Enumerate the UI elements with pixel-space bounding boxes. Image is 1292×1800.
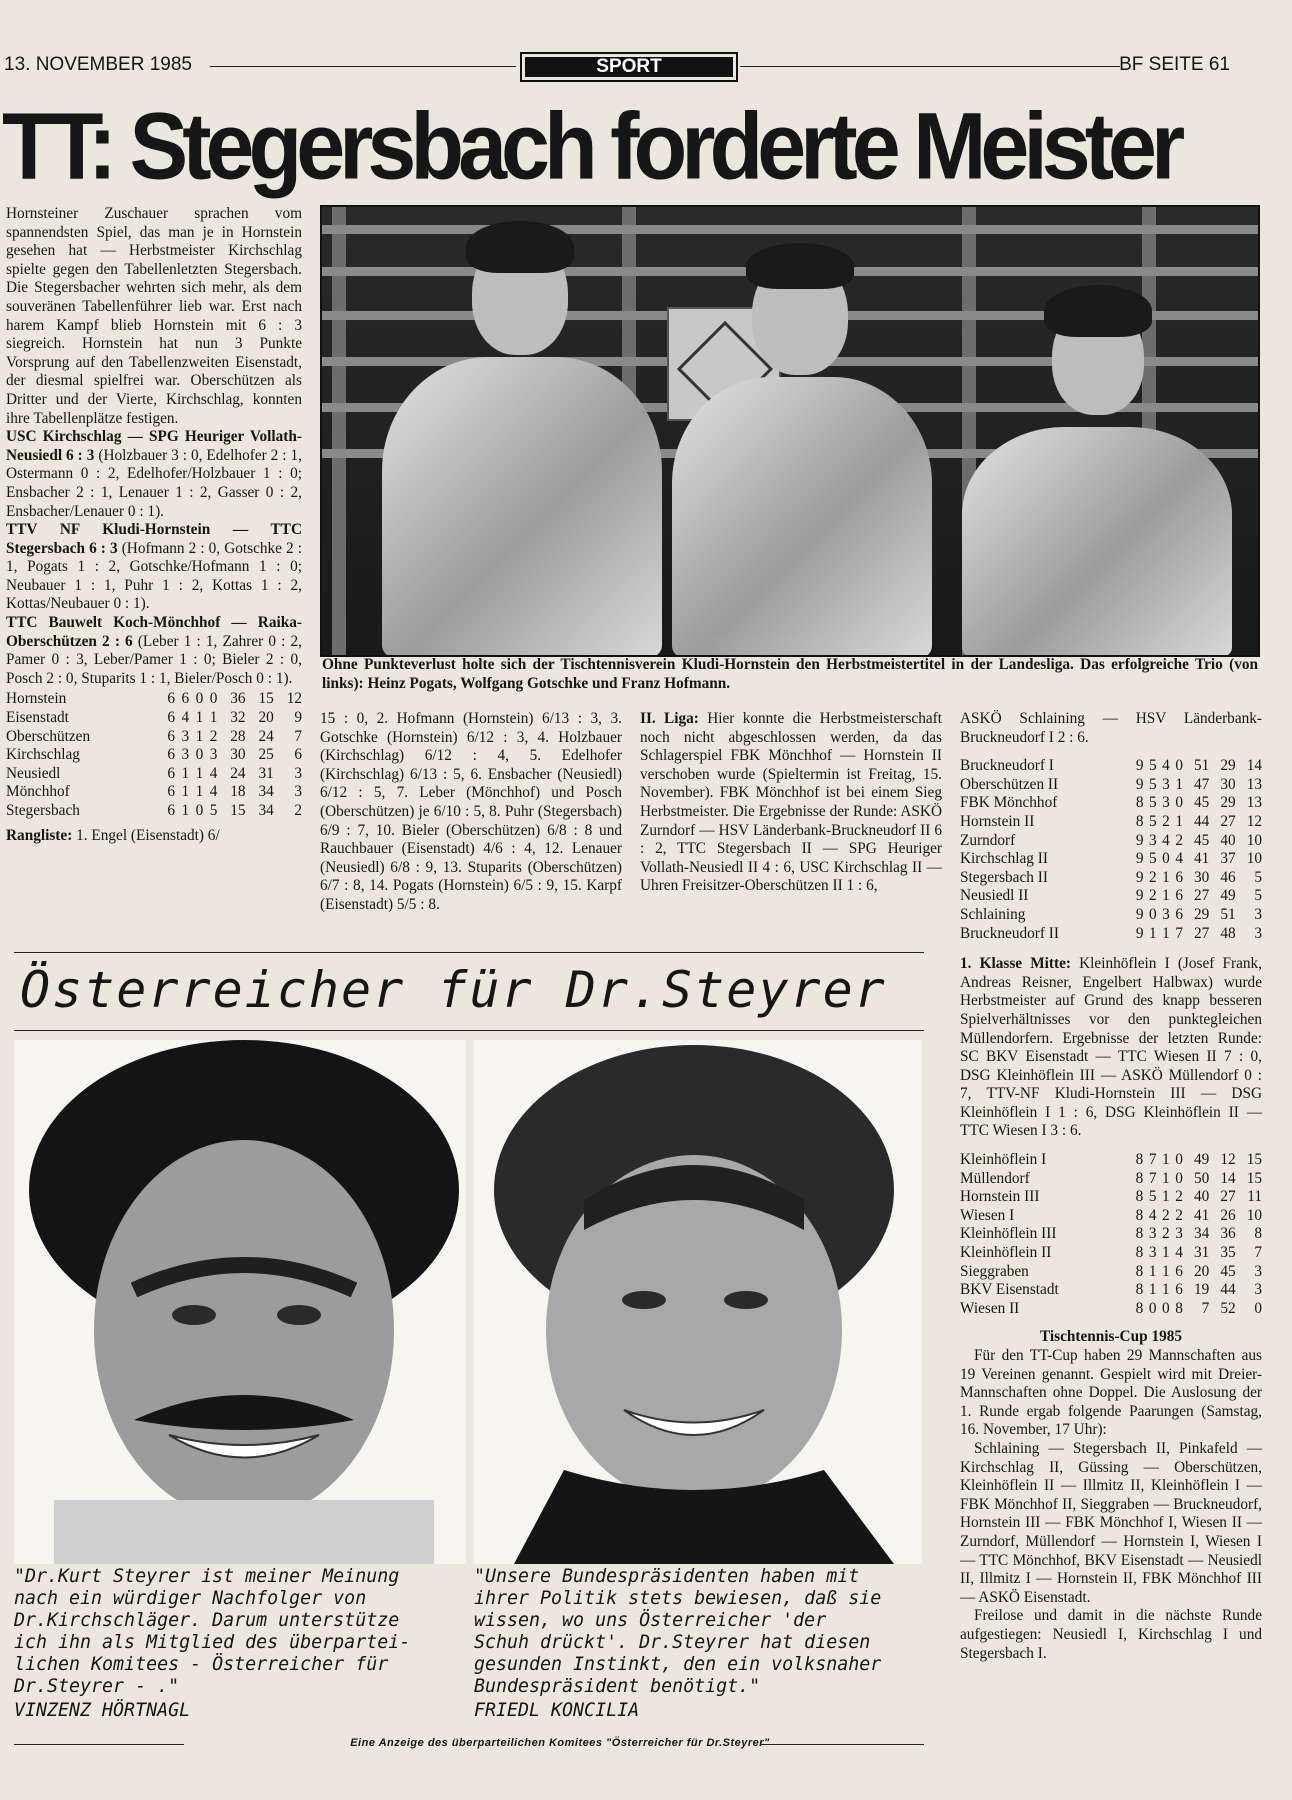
stat-cell: 13 bbox=[1246, 775, 1262, 793]
stat-cell: 12 bbox=[1246, 812, 1262, 830]
team-name: Schlaining bbox=[960, 905, 1026, 923]
stat-cell: 3 bbox=[1162, 794, 1170, 812]
stat-cell: 6 bbox=[167, 802, 176, 819]
table-row bbox=[960, 1244, 1262, 1263]
stat-cell: 0 bbox=[195, 690, 204, 708]
quote-line: gesunden Instinkt, den ein volksnaher bbox=[474, 1654, 882, 1675]
stat-cell: 0 bbox=[1175, 1169, 1183, 1187]
team-name: Zurndorf bbox=[960, 831, 1016, 849]
stat-cell: 2 bbox=[1162, 812, 1170, 830]
stat-cell: 20 bbox=[1193, 1262, 1210, 1280]
stat-cell: 10 bbox=[1246, 831, 1262, 849]
stat-cell: 40 bbox=[1220, 831, 1236, 849]
stat-cell: 8 bbox=[1135, 794, 1144, 812]
stat-cell: 7 bbox=[1254, 1244, 1262, 1262]
stat-cell: 28 bbox=[230, 727, 246, 745]
rangliste-continued: 15 : 0, 2. Hofmann (Hornstein) 6/13 : 3, 3. Gotschke (Hornstein) 6/12 : 3, 4. Holzbauer (Kirchschlag) 6/12 : 4, 5. Edelhofer (Kirchschlag) 6/13 : 5, 6. Ensbacher (Neusiedl) 6/12 : 5, 7. Leber (Mönchhof) und Posch (Oberschützen) je 6/10 : 5, 8. Puhr (Stegersbach) 6/9 : 7, 10. Bieler (Oberschützen) 6/8 : 8 und Rauchbauer (Eisenstadt) 4/6 : 4, 12. Lenauer (Neusiedl) 6/8 : 9, 13. Stuparits (Oberschützen) 6/7 : 8, 14. Pogats (Hornstein) 6/5 : 9, 15. Karpf (Eisenstadt) 5/5 : 8. bbox=[320, 710, 622, 913]
stat-cell: 5 bbox=[209, 802, 218, 819]
stat-cell: 4 bbox=[1175, 1244, 1183, 1262]
stat-cell: 0 bbox=[195, 746, 204, 764]
stat-cell: 9 bbox=[1135, 924, 1144, 942]
team-name: Mönchhof bbox=[6, 783, 70, 801]
stat-cell: 1 bbox=[181, 783, 190, 801]
stat-cell: 6 bbox=[294, 746, 302, 764]
table-row bbox=[960, 1225, 1262, 1244]
stat-cell: 1 bbox=[181, 802, 190, 819]
ad-title-rule bbox=[14, 1030, 924, 1031]
stat-cell: 12 bbox=[286, 690, 302, 708]
stat-cell: 15 bbox=[258, 690, 274, 708]
stat-cell: 6 bbox=[167, 709, 176, 727]
stat-cell: 1 bbox=[1162, 924, 1170, 942]
stat-cell: 9 bbox=[1135, 905, 1144, 923]
quote-hoertnagl bbox=[14, 1566, 410, 1698]
team-name: Neusiedl II bbox=[960, 887, 1029, 905]
stat-cell: 47 bbox=[1194, 775, 1210, 793]
team-name: Hornstein III bbox=[960, 1188, 1040, 1206]
table-row bbox=[960, 757, 1262, 776]
table-row bbox=[6, 746, 302, 765]
stat-cell: 3 bbox=[1254, 1262, 1262, 1280]
stat-cell: 48 bbox=[1220, 924, 1236, 942]
stat-cell: 3 bbox=[1148, 1244, 1157, 1262]
page-number: BF SEITE 61 bbox=[1119, 54, 1230, 75]
stat-cell: 34 bbox=[258, 783, 274, 801]
stat-cell: 0 bbox=[1149, 905, 1157, 923]
stat-cell: 4 bbox=[1162, 757, 1170, 775]
stat-cell: 51 bbox=[1220, 905, 1236, 923]
stat-cell: 9 bbox=[1135, 831, 1144, 849]
stat-cell: 24 bbox=[230, 764, 246, 782]
header-rule-left bbox=[210, 66, 516, 67]
stat-cell: 2 bbox=[1175, 1188, 1183, 1206]
stat-cell: 51 bbox=[1194, 757, 1210, 775]
rangliste-label: Rangliste: bbox=[6, 826, 73, 844]
stat-cell: 30 bbox=[1194, 868, 1210, 886]
standings-table-klasse-mitte bbox=[960, 1151, 1262, 1318]
stat-cell: 8 bbox=[1135, 1169, 1144, 1187]
article-column-1 bbox=[6, 205, 302, 845]
stat-cell: 0 bbox=[195, 802, 204, 819]
stat-cell: 15 bbox=[230, 802, 246, 819]
stat-cell: 1 bbox=[1162, 1281, 1170, 1299]
cup-paragraph-2: Schlaining — Stegersbach II, Pinkafeld — Kirchschlag II, Güssing — Oberschützen, Kleinhöflein II — Illmitz II, Kleinhöflein I — FBK Mönchhof II, Sieggraben — Bruckneudorf, Hornstein III — FBK Mönchhof I, Wiesen II — Zurndorf, Müllendorf — Hornstein I, Wiesen I — TTC Mönchhof, BKV Eisenstadt — Neusiedl II, Illmitz I — Hornstein II, FBK Mönchhof III — ASKÖ Eisenstadt. bbox=[960, 1439, 1262, 1606]
photo-caption: Ohne Punkteverlust holte sich der Tischtennisverein Kludi-Hornstein den Herbstmeistertitel in der Landesliga. Das erfolgreiche Trio (von links): Heinz Pogats, Wolfgang Gotschke und Franz Hofmann. bbox=[322, 656, 1258, 692]
table-row bbox=[6, 783, 302, 802]
stat-cell: 8 bbox=[1135, 1281, 1144, 1299]
stat-cell: 19 bbox=[1193, 1281, 1210, 1299]
portrait-koncilia bbox=[474, 1040, 922, 1564]
header-rule-right bbox=[740, 66, 1120, 67]
quote-koncilia bbox=[474, 1566, 881, 1698]
stat-cell: 6 bbox=[1175, 1262, 1183, 1280]
stat-cell: 1 bbox=[181, 764, 190, 782]
stat-cell: 8 bbox=[1135, 1188, 1144, 1206]
stat-cell: 35 bbox=[1220, 1244, 1236, 1262]
section-label: SPORT bbox=[520, 52, 738, 82]
stat-cell: 3 bbox=[1254, 905, 1262, 923]
stat-cell: 27 bbox=[1194, 924, 1210, 942]
table-row bbox=[6, 728, 302, 747]
stat-cell: 5 bbox=[1254, 887, 1262, 905]
stat-cell: 0 bbox=[1175, 794, 1183, 812]
stat-cell: 5 bbox=[1149, 757, 1157, 775]
stat-cell: 0 bbox=[1175, 757, 1183, 775]
team-name: Eisenstadt bbox=[6, 709, 69, 727]
stat-cell: 18 bbox=[230, 783, 246, 801]
stat-cell: 6 bbox=[1175, 868, 1183, 886]
stat-cell: 14 bbox=[1220, 1169, 1236, 1187]
stat-cell: 2 bbox=[1175, 1206, 1183, 1224]
article-intro: Hornsteiner Zuschauer sprachen vom spannendsten Spiel, das man je in Hornstein gesehen hat — Herbstmeister Kirchschlag spielte gegen den Tabellenletzten Stegersbach. Die Stegersbacher wehrten sich mehr, als dem souveränen Tabellenführer lieb war. Erst nach harem Kampf blieb Hornstein mit 6 : 3 siegreich. Hornstein hat nun 3 Punkte Vorsprung auf den Tabellenzweiten Eisenstadt, der diesmal spielfrei war. Oberschützen als Dritter und der Vierte, Kirchschlag, konnten ihre Tabellenplätze festigen. bbox=[6, 205, 302, 427]
stat-cell: 41 bbox=[1193, 1206, 1210, 1224]
team-name: Oberschützen bbox=[6, 727, 91, 745]
match-3-body: (Leber 1 : 1, Zahrer 0 : 2, Pamer 0 : 3, Leber/Pamer 1 : 0; Bieler 2 : 0, Posch 2 : 0, Stuparits 1 : 1, Bieler/Posch 0 : 1). bbox=[6, 632, 302, 687]
team-photo bbox=[320, 205, 1260, 657]
ad-footer: Eine Anzeige des überparteilichen Komitees "Österreicher für Dr.Steyrer" bbox=[350, 1737, 770, 1749]
stat-cell: 8 bbox=[1135, 1151, 1144, 1169]
stat-cell: 2 bbox=[1162, 1206, 1170, 1224]
stat-cell: 14 bbox=[1246, 757, 1262, 775]
stat-cell: 20 bbox=[258, 709, 274, 727]
stat-cell: 45 bbox=[1194, 831, 1210, 849]
stat-cell: 3 bbox=[1162, 775, 1170, 793]
ad-title: Österreicher für Dr.Steyrer bbox=[20, 961, 887, 1019]
stat-cell: 24 bbox=[258, 727, 274, 745]
stat-cell: 5 bbox=[1254, 868, 1262, 886]
quote-line: ich ihn als Mitglied des überpartei- bbox=[14, 1632, 411, 1653]
ad-top-rule bbox=[14, 952, 924, 953]
table-row bbox=[6, 802, 302, 821]
quote-line: Bundespräsident benötigt." bbox=[474, 1676, 761, 1697]
table-row bbox=[960, 906, 1262, 925]
stat-cell: 1 bbox=[1162, 868, 1170, 886]
stat-cell: 3 bbox=[1149, 831, 1157, 849]
portrait-hoertnagl bbox=[14, 1040, 466, 1564]
team-name: Müllendorf bbox=[960, 1169, 1030, 1187]
rangliste-start: 1. Engel (Eisenstadt) 6/ bbox=[72, 826, 220, 844]
stat-cell: 7 bbox=[1201, 1299, 1210, 1317]
stat-cell: 52 bbox=[1220, 1299, 1236, 1317]
quote-line: "Dr.Kurt Steyrer ist meiner Meinung bbox=[14, 1566, 400, 1587]
stat-cell: 9 bbox=[294, 709, 302, 727]
table-row bbox=[6, 690, 302, 709]
stat-cell: 0 bbox=[1175, 1151, 1183, 1169]
stat-cell: 41 bbox=[1194, 850, 1210, 868]
quote-name-hoertnagl: VINZENZ HÖRTNAGL bbox=[14, 1700, 191, 1721]
stat-cell: 2 bbox=[1175, 831, 1183, 849]
team-name: Kleinhöflein III bbox=[960, 1225, 1057, 1243]
stat-cell: 10 bbox=[1246, 850, 1262, 868]
stat-cell: 1 bbox=[209, 709, 218, 727]
stat-cell: 3 bbox=[294, 783, 302, 801]
liga2-continued: ASKÖ Schlaining — HSV Länderbank-Bruckneudorf I 2 : 6. bbox=[960, 710, 1262, 746]
team-name: Oberschützen II bbox=[960, 775, 1059, 793]
stat-cell: 50 bbox=[1193, 1169, 1210, 1187]
stat-cell: 27 bbox=[1194, 887, 1210, 905]
stat-cell: 2 bbox=[1149, 868, 1157, 886]
stat-cell: 4 bbox=[1175, 850, 1183, 868]
match-1-body: (Holzbauer 3 : 0, Edelhofer 2 : 1, Ostermann 0 : 2, Edelhofer/Holzbauer 1 : 0; Ensbacher 2 : 1, Lenauer 1 : 2, Gasser 0 : 2, Ensbacher/Lenauer 0 : 1). bbox=[6, 446, 302, 520]
stat-cell: 6 bbox=[181, 690, 190, 708]
stat-cell: 49 bbox=[1220, 887, 1236, 905]
match-2-head: TTV NF Kludi-Hornstein — TTC Stegersbach 6 : 3 bbox=[6, 521, 302, 557]
stat-cell: 1 bbox=[195, 764, 204, 782]
team-name: Hornstein II bbox=[960, 812, 1035, 830]
quote-name-koncilia: FRIEDL KONCILIA bbox=[474, 1700, 640, 1721]
liga2-label: II. Liga: bbox=[640, 710, 699, 727]
stat-cell: 6 bbox=[1175, 887, 1183, 905]
table-row bbox=[960, 776, 1262, 795]
match-3-head: TTC Bauwelt Koch-Mönchhof — Raika-Oberschützen 2 : 6 bbox=[6, 614, 302, 650]
stat-cell: 3 bbox=[1175, 1225, 1183, 1243]
stat-cell: 4 bbox=[181, 709, 190, 727]
stat-cell: 2 bbox=[1149, 887, 1157, 905]
stat-cell: 1 bbox=[195, 727, 204, 745]
article-column-4 bbox=[960, 710, 1262, 1663]
headline: TT: Stegersbach forderte Meister bbox=[2, 92, 1180, 199]
stat-cell: 1 bbox=[1162, 887, 1170, 905]
stat-cell: 46 bbox=[1220, 868, 1236, 886]
stat-cell: 30 bbox=[1220, 775, 1236, 793]
table-row bbox=[960, 869, 1262, 888]
stat-cell: 7 bbox=[1175, 924, 1183, 942]
stat-cell: 49 bbox=[1193, 1151, 1210, 1169]
stat-cell: 31 bbox=[1193, 1244, 1210, 1262]
stat-cell: 44 bbox=[1194, 812, 1210, 830]
stat-cell: 6 bbox=[167, 764, 176, 782]
stat-cell: 8 bbox=[1254, 1225, 1262, 1243]
stat-cell: 6 bbox=[1175, 905, 1183, 923]
team-name: Stegersbach bbox=[6, 802, 80, 819]
quote-line: Dr.Steyrer - ." bbox=[14, 1676, 180, 1697]
stat-cell: 34 bbox=[258, 802, 274, 819]
cup-paragraph-1: Für den TT-Cup haben 29 Mannschaften aus 19 Vereinen genannt. Gespielt wird mit Dreier-Mannschaften ohne Doppel. Die Auslosung der 1. Runde ergab folgende Paarungen (Samstag, 16. November, 17 Uhr): bbox=[960, 1347, 1262, 1439]
ad-bottom-rule-right bbox=[760, 1744, 924, 1745]
stat-cell: 1 bbox=[1175, 775, 1183, 793]
table-row bbox=[960, 850, 1262, 869]
stat-cell: 7 bbox=[294, 727, 302, 745]
team-name: BKV Eisenstadt bbox=[960, 1281, 1059, 1299]
stat-cell: 37 bbox=[1220, 850, 1236, 868]
team-name: Wiesen I bbox=[960, 1206, 1015, 1224]
match-1-head: USC Kirchschlag — SPG Heuriger Vollath-Neusiedl 6 : 3 bbox=[6, 428, 302, 464]
liga2-text: Hier konnte die Herbstmeisterschaft noch nicht abgeschlossen werden, da das Schlagerspiel FBK Mönchhof — Hornstein II verschoben wurde (Spieltermin ist Freitag, 15. November). FBK Mönchhof ist bei einem Sieg Herbstmeister. Die Ergebnisse der Runde: ASKÖ Zurndorf — HSV Länderbank-Bruckneudorf II 6 : 2, TTC Stegersbach II — SPG Heuriger Vollath-Neusiedl II 4 : 6, USC Kirchschlag II — Uhren Freisitzer-Oberschützen II 1 : 6, bbox=[640, 710, 942, 895]
stat-cell: 1 bbox=[195, 783, 204, 801]
klasse-text: Kleinhöflein I (Josef Frank, Andreas Reisner, Engelbert Halbwax) wurde Herbstmeister auf Grund des knapp besseren Spielverhältnisses vor den punktegleichen Müllendorfern. Ergebnisse der letzten Runde: SC BKV Eisenstadt — TTC Wiesen II 7 : 0, DSG Kleinhöflein III — ASKÖ Müllendorf 0 : 7, TTV-NF Kludi-Hornstein III — DSG Kleinhöflein I 1 : 6, DSG Kleinhöflein II — TTC Wiesen I 3 : 6. bbox=[960, 955, 1262, 1140]
ad-bottom-rule-left bbox=[14, 1744, 184, 1745]
stat-cell: 3 bbox=[1148, 1225, 1157, 1243]
stat-cell: 10 bbox=[1246, 1206, 1262, 1224]
article-column-3 bbox=[640, 710, 942, 896]
klasse-label: 1. Klasse Mitte: bbox=[960, 955, 1071, 973]
stat-cell: 6 bbox=[167, 690, 176, 708]
stat-cell: 27 bbox=[1220, 812, 1236, 830]
stat-cell: 2 bbox=[1162, 1225, 1170, 1243]
stat-cell: 9 bbox=[1135, 775, 1144, 793]
standings-table-liga2 bbox=[960, 757, 1262, 943]
cup-paragraph-3: Freilose und damit in die nächste Runde aufgestiegen: Neusiedl I, Kirchschlag I und Stegersbach I. bbox=[960, 1607, 1262, 1662]
stat-cell: 29 bbox=[1220, 757, 1236, 775]
team-name: Neusiedl bbox=[6, 764, 61, 782]
stat-cell: 0 bbox=[1162, 850, 1170, 868]
stat-cell: 8 bbox=[1135, 1262, 1144, 1280]
table-row bbox=[960, 925, 1262, 944]
stat-cell: 8 bbox=[1135, 1225, 1144, 1243]
stat-cell: 6 bbox=[167, 727, 176, 745]
stat-cell: 3 bbox=[181, 746, 190, 764]
stat-cell: 40 bbox=[1193, 1188, 1210, 1206]
table-row bbox=[960, 887, 1262, 906]
stat-cell: 3 bbox=[1162, 905, 1170, 923]
quote-line: wissen, wo uns Österreicher 'der bbox=[474, 1610, 827, 1631]
stat-cell: 1 bbox=[1149, 924, 1157, 942]
stat-cell: 0 bbox=[209, 690, 218, 708]
stat-cell: 45 bbox=[1220, 1262, 1236, 1280]
stat-cell: 1 bbox=[1148, 1262, 1157, 1280]
stat-cell: 34 bbox=[1193, 1225, 1210, 1243]
stat-cell: 3 bbox=[209, 746, 218, 764]
stat-cell: 9 bbox=[1135, 887, 1144, 905]
team-name: Hornstein bbox=[6, 690, 67, 708]
stat-cell: 0 bbox=[1254, 1299, 1262, 1317]
stat-cell: 0 bbox=[1148, 1299, 1157, 1317]
team-name: Kirchschlag II bbox=[960, 850, 1048, 868]
quote-line: Schuh drückt'. Dr.Steyrer hat diesen bbox=[474, 1632, 871, 1653]
stat-cell: 6 bbox=[167, 746, 176, 764]
stat-cell: 5 bbox=[1149, 794, 1157, 812]
stat-cell: 1 bbox=[1162, 1151, 1170, 1169]
stat-cell: 27 bbox=[1220, 1188, 1236, 1206]
stat-cell: 2 bbox=[209, 727, 218, 745]
stat-cell: 1 bbox=[1162, 1169, 1170, 1187]
table-row bbox=[960, 1281, 1262, 1300]
stat-cell: 13 bbox=[1246, 794, 1262, 812]
stat-cell: 15 bbox=[1246, 1169, 1262, 1187]
stat-cell: 7 bbox=[1148, 1169, 1157, 1187]
table-row bbox=[6, 709, 302, 728]
stat-cell: 4 bbox=[209, 764, 218, 782]
stat-cell: 3 bbox=[1254, 1281, 1262, 1299]
stat-cell: 8 bbox=[1135, 1299, 1144, 1317]
table-row bbox=[960, 1151, 1262, 1170]
table-row bbox=[6, 765, 302, 784]
table-row bbox=[960, 1170, 1262, 1189]
stat-cell: 1 bbox=[1162, 1262, 1170, 1280]
standings-table-landesliga bbox=[6, 690, 302, 820]
stat-cell: 36 bbox=[1220, 1225, 1236, 1243]
page-header bbox=[4, 52, 1230, 82]
stat-cell: 31 bbox=[258, 764, 274, 782]
quote-line: nach ein würdiger Nachfolger von bbox=[14, 1588, 367, 1609]
team-name: Bruckneudorf I bbox=[960, 757, 1054, 775]
stat-cell: 8 bbox=[1135, 812, 1144, 830]
stat-cell: 29 bbox=[1194, 905, 1210, 923]
stat-cell: 4 bbox=[1162, 831, 1170, 849]
stat-cell: 1 bbox=[1162, 1188, 1170, 1206]
table-row bbox=[960, 1207, 1262, 1226]
team-name: Bruckneudorf II bbox=[960, 924, 1059, 942]
table-row bbox=[960, 794, 1262, 813]
stat-cell: 32 bbox=[230, 709, 246, 727]
match-2-body: (Hofmann 2 : 0, Gotschke 2 : 1, Pogats 1 : 2, Gotschke/Hofmann 1 : 0; Neubauer 1 : 1, Puhr 1 : 2, Kottas 1 : 2, Kottas/Neubauer 0 : 1). bbox=[6, 539, 303, 613]
quote-line: "Unsere Bundespräsidenten haben mit bbox=[474, 1566, 860, 1587]
stat-cell: 29 bbox=[1220, 794, 1236, 812]
stat-cell: 44 bbox=[1220, 1281, 1236, 1299]
stat-cell: 8 bbox=[1135, 1206, 1144, 1224]
stat-cell: 5 bbox=[1149, 812, 1157, 830]
stat-cell: 9 bbox=[1135, 850, 1144, 868]
stat-cell: 5 bbox=[1148, 1188, 1157, 1206]
stat-cell: 4 bbox=[1148, 1206, 1157, 1224]
table-row bbox=[960, 832, 1262, 851]
quote-line: Dr.Kirchschläger. Darum unterstütze bbox=[14, 1610, 400, 1631]
quote-line: lichen Komitees - Österreicher für bbox=[14, 1654, 389, 1675]
stat-cell: 6 bbox=[167, 783, 176, 801]
table-row bbox=[960, 813, 1262, 832]
stat-cell: 0 bbox=[1162, 1299, 1170, 1317]
stat-cell: 15 bbox=[1246, 1151, 1262, 1169]
stat-cell: 3 bbox=[1254, 924, 1262, 942]
quote-line: ihrer Politik stets bewiesen, daß sie bbox=[474, 1588, 882, 1609]
table-row bbox=[960, 1188, 1262, 1207]
team-name: Kleinhöflein I bbox=[960, 1151, 1047, 1169]
stat-cell: 45 bbox=[1194, 794, 1210, 812]
stat-cell: 1 bbox=[1175, 812, 1183, 830]
stat-cell: 9 bbox=[1135, 757, 1144, 775]
article-column-2 bbox=[320, 710, 622, 915]
stat-cell: 2 bbox=[294, 802, 302, 819]
stat-cell: 9 bbox=[1135, 868, 1144, 886]
stat-cell: 7 bbox=[1148, 1151, 1157, 1169]
stat-cell: 36 bbox=[230, 690, 246, 708]
stat-cell: 30 bbox=[230, 746, 246, 764]
table-row bbox=[960, 1300, 1262, 1319]
stat-cell: 1 bbox=[1162, 1244, 1170, 1262]
stat-cell: 6 bbox=[1175, 1281, 1183, 1299]
team-name: Sieggraben bbox=[960, 1262, 1029, 1280]
stat-cell: 12 bbox=[1220, 1151, 1236, 1169]
stat-cell: 8 bbox=[1175, 1299, 1183, 1317]
stat-cell: 26 bbox=[1220, 1206, 1236, 1224]
stat-cell: 1 bbox=[1148, 1281, 1157, 1299]
stat-cell: 25 bbox=[258, 746, 274, 764]
stat-cell: 11 bbox=[1247, 1188, 1262, 1206]
stat-cell: 8 bbox=[1135, 1244, 1144, 1262]
stat-cell: 1 bbox=[195, 709, 204, 727]
stat-cell: 3 bbox=[294, 764, 302, 782]
team-name: FBK Mönchhof bbox=[960, 794, 1058, 812]
cup-title: Tischtennis-Cup 1985 bbox=[1039, 1328, 1183, 1346]
stat-cell: 3 bbox=[181, 727, 190, 745]
stat-cell: 4 bbox=[209, 783, 218, 801]
stat-cell: 5 bbox=[1149, 775, 1157, 793]
team-name: Kirchschlag bbox=[6, 746, 80, 764]
team-name: Kleinhöflein II bbox=[960, 1244, 1052, 1262]
team-name: Stegersbach II bbox=[960, 868, 1048, 886]
table-row bbox=[960, 1263, 1262, 1282]
team-name: Wiesen II bbox=[960, 1299, 1020, 1317]
stat-cell: 5 bbox=[1149, 850, 1157, 868]
issue-date: 13. NOVEMBER 1985 bbox=[4, 54, 192, 75]
